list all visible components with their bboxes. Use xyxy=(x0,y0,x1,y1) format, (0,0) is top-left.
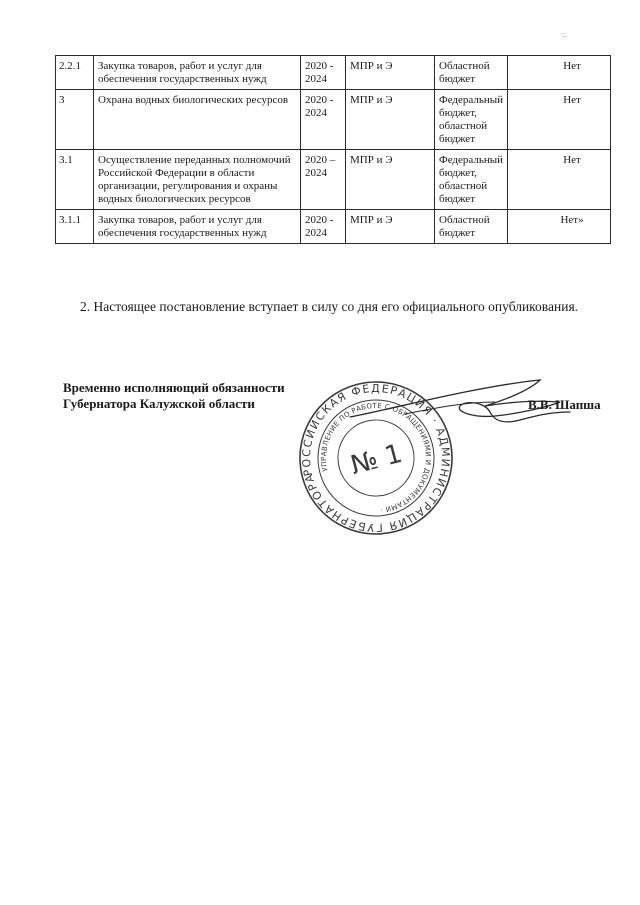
row-executor: МПР и Э xyxy=(346,90,435,150)
signatory-title-line1: Временно исполняющий обязанности xyxy=(63,380,285,395)
row-years: 2020 - 2024 xyxy=(301,210,346,244)
seal-inner-text: УПРАВЛЕНИЕ ПО РАБОТЕ С ОБРАЩЕНИЯМИ И ДОКУМЕНТАМИ · xyxy=(319,401,433,514)
row-years: 2020 - 2024 xyxy=(301,56,346,90)
row-funding: Областной бюджет xyxy=(435,210,508,244)
signatory-title xyxy=(63,380,285,412)
row-number: 3.1 xyxy=(56,150,94,210)
row-result: Нет xyxy=(508,150,611,210)
signatory-title-line2: Губернатора Калужской области xyxy=(63,396,255,411)
clause-2: 2. Настоящее постановление вступает в силу со дня его официального опубликования. xyxy=(80,299,579,314)
scan-mark: ·:. xyxy=(560,30,567,39)
row-result: Нет xyxy=(508,90,611,150)
table-row xyxy=(56,90,611,150)
table-row xyxy=(56,56,611,90)
row-years: 2020 – 2024 xyxy=(301,150,346,210)
row-activity: Осуществление переданных полномочий Российской Федерации в области организации, регулирования и охраны водных биологических ресурсов xyxy=(94,150,301,210)
row-activity: Закупка товаров, работ и услуг для обеспечения государственных нужд xyxy=(94,56,301,90)
program-table-body xyxy=(56,56,611,244)
row-result: Нет xyxy=(508,56,611,90)
row-activity: Закупка товаров, работ и услуг для обеспечения государственных нужд xyxy=(94,210,301,244)
row-number: 3 xyxy=(56,90,94,150)
table-row xyxy=(56,210,611,244)
row-executor: МПР и Э xyxy=(346,150,435,210)
program-table xyxy=(55,55,611,244)
row-executor: МПР и Э xyxy=(346,56,435,90)
row-funding: Федеральный бюджет, областной бюджет xyxy=(435,90,508,150)
signatory-name: В.В. Шапша xyxy=(528,397,601,412)
row-number: 3.1.1 xyxy=(56,210,94,244)
row-number: 2.2.1 xyxy=(56,56,94,90)
row-years: 2020 - 2024 xyxy=(301,90,346,150)
row-funding: Областной бюджет xyxy=(435,56,508,90)
table-row xyxy=(56,150,611,210)
row-executor: МПР и Э xyxy=(346,210,435,244)
row-result: Нет» xyxy=(508,210,611,244)
row-funding: Федеральный бюджет, областной бюджет xyxy=(435,150,508,210)
seal-outer-text: РОССИЙСКАЯ ФЕДЕРАЦИЯ · АДМИНИСТРАЦИЯ ГУБЕРНАТОРА xyxy=(299,381,453,535)
row-activity: Охрана водных биологических ресурсов xyxy=(94,90,301,150)
seal-number: № 1 xyxy=(347,438,406,482)
